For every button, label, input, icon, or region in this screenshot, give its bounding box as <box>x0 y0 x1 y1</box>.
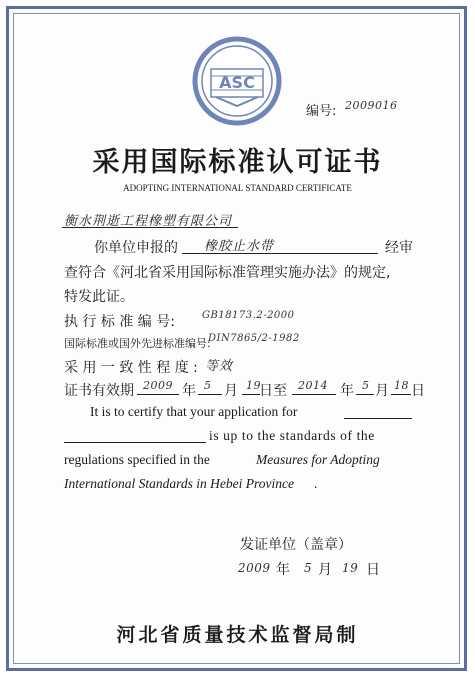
issue-day-char: 日 <box>366 562 380 578</box>
validity-underline-5 <box>356 394 374 395</box>
english-line-1: It is to certify that your application for <box>90 404 298 419</box>
validity-underline-2 <box>198 394 222 395</box>
validity-year-char-2: 年 <box>340 383 354 399</box>
certificate-title-en: ADOPTING INTERNATIONAL STANDARD CERTIFICATE <box>123 183 352 193</box>
footer-issuer: 河北省质量技术监督局制 <box>116 624 359 646</box>
product-name: 橡胶止水带 <box>204 239 275 254</box>
english-line-2: is up to the standards of the <box>209 428 375 443</box>
validity-underline-4 <box>292 394 336 395</box>
issue-day: 19 <box>342 561 359 575</box>
certificate-title-cn: 采用国际标准认可证书 <box>92 147 383 178</box>
validity-underline-3 <box>242 394 260 395</box>
validity-start-day: 19 <box>246 379 261 392</box>
intl-standard-value: DIN7865/2-1982 <box>208 333 300 344</box>
issue-month: 5 <box>304 561 313 575</box>
validity-month-char-1: 月 <box>224 383 238 399</box>
english-underline-1 <box>344 418 412 419</box>
english-line-3b: Measures for Adopting <box>256 452 380 467</box>
consistency-label: 采 用 一 致 性 程 度 : <box>64 360 198 376</box>
validity-underline-1 <box>137 394 179 395</box>
compliance-line2: 特发此证。 <box>64 289 134 305</box>
certificate-number-label: 编号: <box>306 104 337 119</box>
product-underline <box>182 253 378 254</box>
compliance-line1: 查符合《河北省采用国际标准管理实施办法》的规定, <box>64 265 391 281</box>
applied-label: 你单位申报的 <box>94 240 178 256</box>
validity-end-year: 2014 <box>298 379 328 392</box>
english-underline-2 <box>64 442 206 443</box>
company-name: 衡水荆逝工程橡塑有限公司 <box>64 214 233 229</box>
validity-to-text: 日至 <box>259 383 287 399</box>
exec-standard-label: 执 行 标 准 编 号: <box>64 314 175 330</box>
validity-start-month: 5 <box>204 379 212 392</box>
issue-year-char: 年 <box>276 562 290 578</box>
exec-standard-value: GB18173.2-2000 <box>202 310 295 321</box>
validity-start-year: 2009 <box>143 379 173 392</box>
reviewed-text: 经审 <box>385 240 413 256</box>
certification-logo <box>192 36 282 126</box>
validity-label: 证书有效期 <box>64 383 134 399</box>
svg-text:ASC: ASC <box>219 73 255 92</box>
validity-month-char-2: 月 <box>375 383 389 399</box>
certificate-number-value: 2009016 <box>345 99 398 112</box>
consistency-value: 等效 <box>205 359 234 374</box>
english-line-4a: International Standards in Hebei Province <box>64 476 294 491</box>
issue-month-char: 月 <box>318 562 332 578</box>
issuer-label: 发证单位（盖章） <box>240 537 352 553</box>
validity-year-char-1: 年 <box>182 383 196 399</box>
issue-year: 2009 <box>238 561 271 575</box>
validity-end-day: 18 <box>394 379 409 392</box>
company-underline <box>62 227 238 228</box>
validity-day-char-2: 日 <box>411 383 425 399</box>
english-line-3a: regulations specified in the <box>64 452 210 467</box>
validity-end-month: 5 <box>362 379 370 392</box>
english-line-4b: . <box>314 476 318 491</box>
intl-standard-label: 国际标准或国外先进标准编号: <box>64 337 211 350</box>
validity-underline-6 <box>391 394 411 395</box>
